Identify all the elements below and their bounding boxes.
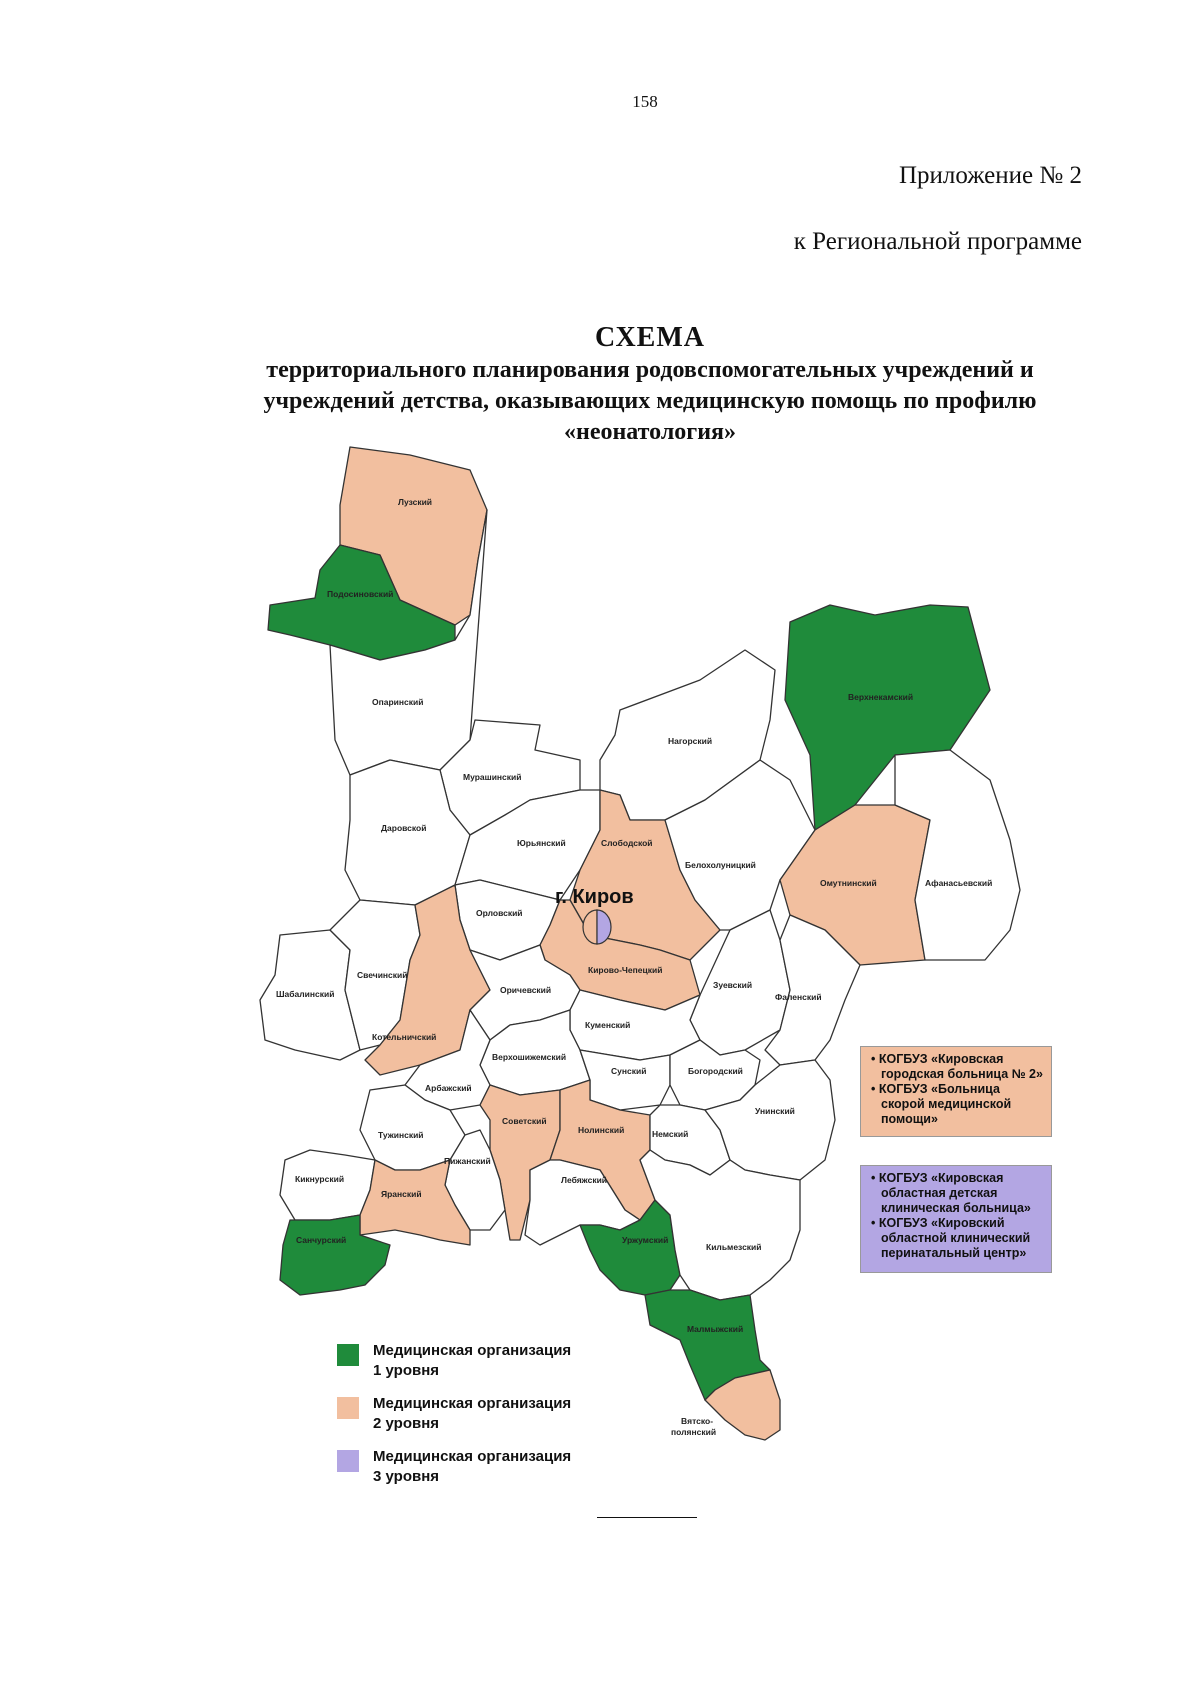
legend-label-level2-line1: Медицинская организация (373, 1395, 572, 1412)
city-label: г. Киров (555, 886, 634, 908)
label-sunsky: Сунский (611, 1066, 647, 1076)
legend-label-level3-line1: Медицинская организация (373, 1448, 572, 1465)
label-falensky: Фаленский (775, 992, 822, 1002)
level2-org-1: • КОГБУЗ «Кировская городская больница № 2» (871, 1052, 1043, 1081)
title-line-2: учреждений детства, оказывающих медицинскую помощь по профилю (263, 388, 1037, 414)
label-murashinsky: Мурашинский (463, 772, 522, 782)
label-malmyzhsky: Малмыжский (687, 1324, 744, 1334)
label-verkhnekamsky: Верхнекамский (848, 692, 914, 702)
label-slobodskoy: Слободской (601, 838, 653, 848)
label-urzhumsky: Уржумский (622, 1235, 669, 1245)
page-number: 158 (632, 92, 658, 111)
label-kotelnichsky: Котельничский (372, 1032, 437, 1042)
label-yaransky: Яранский (381, 1189, 422, 1199)
label-sovetsky: Советский (502, 1116, 547, 1126)
legend-swatch-level3 (337, 1450, 359, 1472)
title-line-3: «неонатология» (563, 419, 737, 445)
label-pizhansky: Пижанский (444, 1156, 491, 1166)
legend-swatch-level2 (337, 1397, 359, 1419)
label-kilmezsky: Кильмезский (706, 1242, 762, 1252)
label-zuevsky: Зуевский (713, 980, 753, 990)
legend-swatch-level1 (337, 1344, 359, 1366)
district-kiknursky[interactable] (280, 1150, 375, 1220)
program-label: к Региональной программе (793, 228, 1082, 255)
legend-label-level1-line2: 1 уровня (373, 1362, 440, 1379)
footer-rule (597, 1517, 697, 1518)
label-omutninsky: Омутнинский (820, 878, 877, 888)
label-oparinsky: Опаринский (372, 697, 424, 707)
label-nemsky: Немский (652, 1129, 689, 1139)
label-sanchursky: Санчурский (296, 1235, 347, 1245)
label-lebyazhsky: Лебяжский (561, 1175, 608, 1185)
legend-label-level3-line2: 3 уровня (373, 1468, 440, 1485)
label-nagorsky: Нагорский (668, 736, 713, 746)
label-kirovo-chepetsky: Кирово-Чепецкий (588, 965, 663, 975)
label-orichevsky: Оричевский (500, 985, 552, 995)
legend-label-level1-line1: Медицинская организация (373, 1342, 572, 1359)
label-belokholunitsky: Белохолуницкий (685, 860, 756, 870)
label-vyatskopolyansky-1: Вятско- (681, 1416, 714, 1426)
level2-organizations-box (860, 1046, 1052, 1137)
label-bogorodsky: Богородский (688, 1066, 743, 1076)
label-podosinovsky: Подосиновский (327, 589, 394, 599)
title-main: СХЕМА (594, 322, 706, 353)
label-vyatskopolyansky-2: полянский (671, 1427, 717, 1437)
level3-organizations-box (860, 1165, 1052, 1273)
label-verkhoshizhemsky: Верхошижемский (492, 1052, 567, 1062)
label-svechinsky: Свечинский (357, 970, 408, 980)
annex-label: Приложение № 2 (898, 162, 1082, 189)
legend-label-level2-line2: 2 уровня (373, 1415, 440, 1432)
level3-org-1: • КОГБУЗ «Кировская областная детская клиническая больница» (871, 1171, 1031, 1215)
label-nolinsky: Нолинский (578, 1125, 625, 1135)
label-kiknursky: Кикнурский (295, 1174, 345, 1184)
label-arbazhsky: Арбажский (425, 1083, 472, 1093)
title-line-1: территориального планирования родовспомогательных учреждений и (266, 357, 1034, 383)
label-kumensky: Куменский (585, 1020, 631, 1030)
level3-org-2: • КОГБУЗ «Кировский областной клинический перинатальный центр» (871, 1216, 1031, 1260)
label-yuryansky: Юрьянский (517, 838, 566, 848)
label-luzsky: Лузский (398, 497, 433, 507)
label-uninsky: Унинский (755, 1106, 795, 1116)
level2-org-2: • КОГБУЗ «Больница скорой медицинской помощи» (871, 1082, 1012, 1126)
label-shabalinsky: Шабалинский (276, 989, 335, 999)
label-orlovsky: Орловский (476, 908, 523, 918)
label-afanasyevsky: Афанасьевский (925, 878, 993, 888)
label-tuzhinsky: Тужинский (378, 1130, 424, 1140)
label-darovskoy: Даровской (381, 823, 427, 833)
